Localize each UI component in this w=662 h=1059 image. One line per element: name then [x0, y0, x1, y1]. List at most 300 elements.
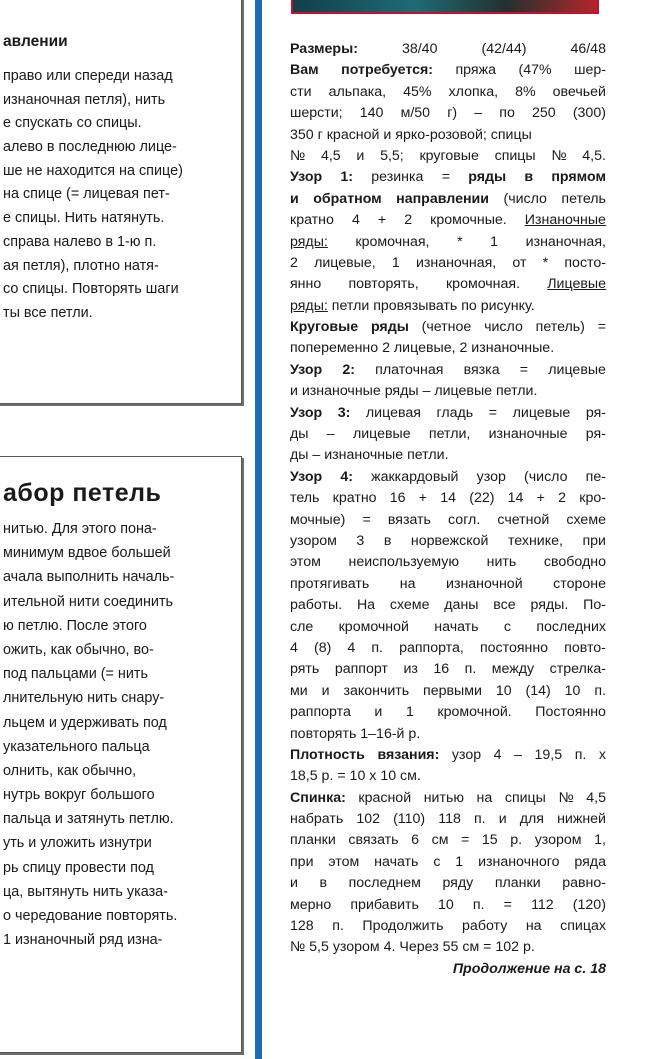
text-word: п.: [574, 746, 587, 763]
text-word: гладь: [436, 404, 474, 421]
text-word: лицевая: [365, 404, 421, 421]
text-word: мочные): [290, 511, 346, 528]
text-word: счетной: [497, 511, 550, 528]
text-word: прибавить: [350, 896, 419, 913]
text-word: =: [488, 404, 498, 421]
text-word: 118: [438, 811, 461, 828]
text-word: Постоянно: [535, 704, 606, 721]
text-word: неиспользуемую: [348, 554, 460, 571]
instruction-line: [290, 724, 606, 745]
tip-box-top: [0, 0, 242, 404]
text-word: на: [399, 575, 416, 592]
text-word: связать: [348, 832, 399, 849]
text-word: п.: [332, 918, 344, 935]
text-run: № 5,5 узором 4. Через 55 см = 102 р.: [290, 939, 535, 956]
instruction-line: [290, 467, 606, 488]
text-word: с: [433, 853, 441, 870]
text-word: =: [441, 169, 450, 186]
text-word: янно: [290, 276, 322, 293]
text-word: *: [542, 254, 549, 271]
tip-bottom-line: лнительную нить снару-: [3, 690, 165, 707]
text-word: 10: [438, 896, 454, 913]
text-word: овечьей: [552, 83, 606, 100]
text-word: повто-: [564, 639, 606, 656]
instruction-line: [290, 424, 606, 445]
text-word: (300): [572, 105, 606, 122]
text-word: 4: [347, 639, 356, 656]
text-word: раппорта,: [399, 639, 464, 656]
text-word: вязка: [463, 361, 500, 378]
tip-bottom-line: ительной нити соединить: [3, 593, 174, 610]
text-run: ды – изнаночные петли.: [290, 447, 449, 464]
text-word: стрелка-: [549, 661, 606, 678]
text-word: лицевые: [548, 361, 606, 378]
text-word: м/50: [400, 105, 431, 122]
text-word: 10: [564, 682, 581, 699]
text-word: 1: [391, 254, 400, 271]
text-word: 45%: [403, 83, 432, 100]
text-word: направлении: [396, 190, 490, 207]
text-run: попеременно 2 лицевые, 2 изнаночные.: [290, 340, 555, 357]
text-word: даны: [444, 597, 479, 614]
text-word: 2: [290, 254, 298, 271]
text-word: п.: [472, 896, 485, 913]
text-word: узором: [534, 832, 582, 849]
text-word: прямом: [551, 169, 606, 186]
text-word: работы.: [290, 597, 343, 614]
text-word: посто-: [564, 254, 606, 271]
text-word: между: [491, 661, 535, 678]
tip-bottom-line: о чередование повторять.: [3, 908, 178, 924]
text-word: Продолжить: [362, 918, 444, 935]
text-word: потребуется:: [341, 62, 433, 79]
text-word: (8): [313, 639, 332, 656]
text-word: 6: [411, 832, 420, 849]
tip-bottom-line: нитью. Для этого пона-: [3, 521, 157, 537]
instruction-line: [290, 617, 606, 638]
text-word: п.: [464, 661, 477, 678]
instruction-line: [290, 253, 606, 274]
text-word: (22): [469, 490, 495, 507]
text-word: На: [356, 597, 376, 614]
text-word: Узор: [290, 404, 323, 421]
text-word: 4: [351, 212, 360, 229]
text-word: см: [431, 832, 449, 849]
instruction-line: [290, 39, 606, 60]
column-divider: [255, 0, 262, 1059]
text-word: и: [374, 704, 383, 721]
text-word: 1: [455, 853, 464, 870]
instruction-line: [290, 552, 606, 573]
text-word: повторять,: [348, 276, 419, 293]
tip-top-line: на спице (= лицевая пет-: [3, 186, 170, 203]
text-word: раппорт: [334, 661, 388, 678]
text-word: и: [321, 682, 330, 699]
instruction-line: [290, 809, 606, 830]
text-word: Плотность: [290, 746, 365, 763]
text-word: +: [377, 212, 387, 229]
text-word: 46/48: [570, 41, 606, 57]
tip-top-line: ая петля), плотно натя-: [3, 257, 159, 274]
instruction-line: [290, 510, 606, 531]
text-word: нить: [486, 554, 517, 571]
text-word: начать: [374, 853, 419, 870]
tip-bottom-line: ю петлю. После этого: [3, 617, 147, 634]
text-word: лицевые,: [314, 254, 376, 271]
text-word: согл.: [448, 511, 481, 528]
instruction-line: [290, 232, 606, 253]
text-word: при: [290, 853, 314, 870]
text-word: ды: [290, 426, 309, 443]
text-word: –: [326, 426, 335, 443]
text-word: число: [484, 319, 523, 336]
text-word: первыми: [423, 682, 482, 699]
photo-strip: [291, 0, 599, 14]
text-word: 4,5: [586, 789, 606, 806]
text-word: с: [503, 618, 511, 635]
tip-bottom-line: указательного пальца: [3, 738, 150, 755]
text-word: 38/40: [401, 41, 438, 57]
text-word: кромочная,: [355, 233, 430, 250]
text-word: Размеры:: [290, 41, 358, 57]
tip-top-line: ше не находится на спице): [3, 162, 183, 179]
instruction-line: [290, 146, 606, 167]
text-word: г): [447, 105, 458, 122]
tip-top-line: е спицы. Нить натянуть.: [3, 210, 165, 227]
text-word: 112: [531, 896, 554, 913]
text-word: планки: [494, 875, 541, 892]
tip-top-line: е спускать со спицы.: [3, 115, 142, 132]
instruction-line: [290, 745, 606, 766]
text-word: 19,5: [534, 746, 563, 763]
text-word: 3: [356, 532, 365, 549]
tip-bottom-line: пальца и затянуть петлю.: [3, 811, 174, 828]
text-word: сле: [290, 618, 314, 635]
text-word: раппорта: [290, 704, 351, 721]
text-word: 5,5;: [380, 147, 404, 164]
text-word: при: [582, 532, 606, 549]
text-word: и: [290, 190, 299, 207]
text-word: +: [536, 490, 545, 507]
text-word: п.: [594, 682, 606, 699]
text-word: последнем: [348, 875, 421, 892]
text-word: схеме: [389, 597, 430, 614]
text-word: кро-: [579, 490, 606, 507]
text-word: (число: [524, 468, 568, 485]
text-run: петли провязывать по рисунку.: [327, 297, 535, 314]
text-word: вязать: [387, 511, 431, 528]
text-word: 14: [440, 490, 457, 507]
tip-top-line: право или спереди назад: [3, 68, 173, 84]
text-word: шерсти;: [290, 105, 343, 122]
text-word: (14): [525, 682, 551, 699]
text-word: =: [597, 319, 606, 336]
text-word: свободно: [543, 554, 606, 571]
text-word: Вам: [290, 62, 319, 79]
instruction-line: [290, 852, 606, 873]
instruction-line: [290, 488, 606, 509]
text-word: Лицевые: [547, 276, 606, 293]
text-word: =: [519, 361, 529, 378]
text-word: 1:: [340, 169, 354, 186]
text-word: 8%: [515, 83, 536, 100]
instruction-line: [290, 916, 606, 937]
text-word: вязания:: [377, 746, 440, 763]
text-word: 102: [356, 811, 380, 828]
text-word: красной: [358, 789, 412, 806]
left-column: [0, 0, 246, 1059]
text-word: кромочной: [338, 618, 409, 635]
text-word: =: [362, 511, 371, 528]
text-word: 2: [404, 212, 413, 229]
text-word: 4: [290, 639, 298, 656]
text-word: резинка: [371, 169, 424, 186]
text-word: (42/44): [481, 41, 527, 57]
instruction-line: [290, 766, 606, 787]
text-run: ряды:: [290, 297, 328, 314]
tip-bottom-line: олнить, как обычно,: [3, 762, 137, 779]
text-word: жаккардовый: [371, 468, 459, 485]
text-word: альпака,: [328, 83, 387, 100]
text-word: 2:: [342, 361, 355, 378]
text-word: изнаночные: [488, 426, 568, 443]
tip-top-line: справа налево в 1-ю п.: [3, 233, 157, 250]
text-word: ря-: [585, 404, 606, 421]
text-word: тель: [290, 490, 320, 507]
text-word: –: [514, 746, 522, 763]
text-word: хлопка,: [448, 83, 499, 100]
text-word: 16: [389, 490, 406, 507]
instructions-text: [290, 39, 606, 959]
text-word: постоянно: [479, 639, 549, 656]
text-word: Круговые: [290, 319, 359, 336]
text-word: узор: [476, 468, 506, 485]
text-word: Изнаночные: [524, 212, 606, 229]
tip-top-line: алево в последнюю лице-: [3, 139, 177, 156]
instruction-line: [290, 403, 606, 424]
text-word: планки: [290, 832, 336, 849]
text-word: +: [418, 490, 428, 507]
instruction-line: [290, 873, 606, 894]
instructions-column: [290, 39, 606, 980]
text-word: из: [403, 661, 418, 678]
tip-bottom-line: нутрь вокруг большого: [3, 787, 155, 804]
tip-box-bottom-text: [3, 517, 241, 952]
text-word: (120): [572, 896, 606, 913]
instruction-line: [290, 338, 606, 359]
text-word: №: [551, 147, 567, 164]
text-word: (110): [393, 811, 426, 828]
text-word: норвежской: [410, 532, 489, 549]
text-word: 4,5.: [582, 147, 606, 164]
text-word: спицы: [504, 789, 546, 806]
text-word: платочная: [375, 361, 444, 378]
text-word: 15: [481, 832, 498, 849]
text-word: лицевые: [352, 426, 411, 443]
text-word: ряды.: [530, 597, 569, 614]
instruction-line: [290, 445, 606, 466]
tip-top-line: ты все петли.: [3, 304, 93, 321]
text-word: пе-: [585, 468, 606, 485]
text-word: *: [457, 233, 463, 250]
text-word: работу: [462, 918, 508, 935]
text-word: нижней: [557, 811, 606, 828]
text-word: кромочные.: [430, 212, 507, 229]
tip-top-line: изнаночная петля), нить: [3, 91, 166, 108]
text-word: все: [493, 597, 516, 614]
text-word: начать: [434, 618, 479, 635]
instruction-line: [290, 381, 606, 402]
text-word: кратно: [332, 490, 377, 507]
instruction-line: [290, 659, 606, 680]
tip-bottom-line: ца, вытянуть нить указа-: [3, 883, 168, 900]
text-word: этом: [328, 853, 360, 870]
instruction-line: [290, 210, 606, 231]
text-word: ряды: [370, 319, 409, 336]
instruction-line: [290, 60, 606, 81]
text-word: изнаночная,: [525, 233, 606, 250]
text-word: шер-: [574, 62, 606, 79]
text-word: 1: [405, 704, 414, 721]
text-word: лицевые: [512, 404, 571, 421]
instruction-line: [290, 125, 606, 146]
text-word: =: [461, 832, 470, 849]
text-word: 250: [532, 105, 556, 122]
text-word: и: [356, 147, 365, 164]
text-word: По-: [583, 597, 606, 614]
text-word: петель): [535, 319, 585, 336]
text-word: изнаночного: [478, 853, 560, 870]
text-word: кромочная.: [445, 276, 521, 293]
instruction-line: [290, 895, 606, 916]
instruction-line: [290, 702, 606, 723]
text-run: и изнаночные ряды – лицевые петли.: [290, 383, 538, 400]
text-word: ряда: [574, 853, 606, 870]
tip-box-top-heading: авлении: [3, 33, 68, 50]
text-word: и: [290, 875, 298, 892]
instruction-line: [290, 317, 606, 338]
text-word: 1: [490, 233, 499, 250]
instruction-line: [290, 189, 606, 210]
tip-top-line: со спицы. Повторять шаги: [3, 281, 179, 298]
text-word: Спинка:: [290, 789, 346, 806]
tip-bottom-line: ачала выполнить началь-: [3, 569, 175, 586]
text-word: узор: [451, 746, 482, 763]
text-word: в: [319, 875, 328, 892]
text-word: набрать: [290, 811, 344, 828]
tip-bottom-line: рь спицу провести под: [3, 859, 154, 876]
text-word: мерно: [290, 896, 332, 913]
text-word: (47%: [518, 62, 552, 79]
instruction-line: [290, 595, 606, 616]
instruction-line: [290, 681, 606, 702]
tip-bottom-line: льцем и удерживать под: [3, 714, 167, 731]
text-word: на: [476, 789, 493, 806]
text-word: 3:: [337, 404, 351, 421]
continue-note: Продолжение на с. 18: [452, 960, 606, 977]
text-word: 1,: [594, 832, 606, 849]
text-word: в: [524, 169, 534, 186]
tip-bottom-line: уть и уложить изнутри: [3, 835, 152, 852]
instruction-line: [290, 788, 606, 809]
text-word: кратно: [290, 212, 334, 229]
text-word: спицы: [494, 147, 536, 164]
text-word: спицах: [560, 918, 606, 935]
text-word: 140: [359, 105, 384, 122]
text-word: протягивать: [290, 575, 370, 592]
text-word: от: [512, 254, 527, 271]
text-word: для: [519, 811, 544, 828]
tip-bottom-line: под пальцами (= нить: [3, 666, 149, 683]
text-run: 18,5 р. = 10 х 10 см.: [290, 768, 421, 785]
text-word: в: [383, 532, 392, 549]
text-word: х: [598, 746, 606, 763]
tip-bottom-line: ожить, как обычно, во-: [3, 641, 154, 658]
text-word: 2: [558, 490, 567, 507]
text-word: технике,: [507, 532, 563, 549]
text-word: ряду: [442, 875, 474, 892]
text-run: повторять 1–16-й р.: [290, 725, 421, 742]
text-word: Узор: [290, 169, 323, 186]
instruction-line: [290, 82, 606, 103]
text-word: изнаночная,: [415, 254, 497, 271]
text-word: петель: [561, 190, 606, 207]
instruction-line: [290, 638, 606, 659]
text-word: рять: [290, 661, 320, 678]
text-word: 16: [433, 661, 450, 678]
text-word: 10: [495, 682, 512, 699]
text-word: сти: [290, 83, 312, 100]
text-word: кромочной.: [437, 704, 512, 721]
instruction-line: [290, 296, 606, 317]
text-word: =: [503, 896, 512, 913]
text-word: на: [525, 918, 542, 935]
text-word: петли,: [428, 426, 471, 443]
text-word: №: [558, 789, 574, 806]
text-word: равно-: [562, 875, 606, 892]
instruction-line: [290, 937, 606, 958]
text-word: –: [474, 105, 483, 122]
instruction-line: [290, 103, 606, 124]
tip-box-bottom: [0, 456, 242, 1053]
text-word: №: [290, 147, 306, 164]
text-word: ми: [290, 682, 308, 699]
instruction-line: [290, 360, 606, 381]
instruction-line: [290, 531, 606, 552]
text-word: п.: [473, 811, 486, 828]
text-word: п.: [371, 639, 383, 656]
instruction-line: [290, 830, 606, 851]
text-word: круговые: [419, 147, 479, 164]
text-word: и: [498, 811, 507, 828]
instruction-line: [290, 274, 606, 295]
text-word: изнаночной: [446, 575, 523, 592]
text-word: узором: [290, 532, 337, 549]
text-word: (четное: [421, 319, 472, 336]
text-word: нитью: [423, 789, 464, 806]
text-word: схеме: [566, 511, 606, 528]
text-word: обратном: [313, 190, 382, 207]
text-word: 14: [507, 490, 524, 507]
text-word: Узор: [290, 468, 323, 485]
text-word: 4: [493, 746, 502, 763]
text-word: ря-: [585, 426, 606, 443]
text-word: закончить: [343, 682, 410, 699]
text-word: Узор: [290, 361, 323, 378]
text-word: этом: [290, 554, 321, 571]
text-word: по: [499, 105, 515, 122]
text-word: (число: [503, 190, 547, 207]
